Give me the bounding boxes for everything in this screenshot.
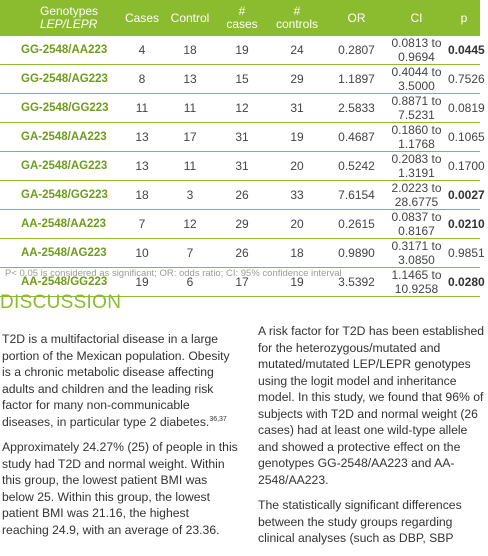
cell-genotype: GG-2548/AG223 [0, 65, 122, 94]
cell-n-cases: 31 [218, 123, 266, 152]
cell-n-cases: 29 [218, 210, 266, 239]
header-genotypes-sublabel: LEP/LEPR [40, 17, 98, 31]
cell-n-controls: 18 [266, 239, 328, 268]
cell-p: 0.1700 [448, 152, 480, 181]
table-row [0, 181, 480, 210]
table-row [0, 210, 480, 239]
cell-genotype: GG-2548/AA223 [0, 36, 122, 65]
cell-or: 1.1897 [328, 65, 385, 94]
table-row [0, 152, 480, 181]
cell-ci: 0.2083 to 1.3191 [385, 152, 448, 181]
cell-ci: 0.0813 to 0.9694 [385, 36, 448, 65]
discussion-left-paragraph-1 [2, 331, 238, 430]
table-row [0, 123, 480, 152]
cell-or: 7.6154 [328, 181, 385, 210]
discussion-left-paragraph-2: Approximately 24.27% (25) of people in this study had T2D and normal weight. Within this group, the lowest patient BMI was below 25. Within this group, the lowest patient BMI was 21.16, the highest reaching 24.9, with an average of 23.36. [2, 440, 238, 537]
cell-genotype: GG-2548/GG223 [0, 94, 122, 123]
cell-cases: 10 [122, 239, 162, 268]
discussion-left-column [2, 331, 238, 547]
cell-n-controls: 31 [266, 94, 328, 123]
cell-n-cases: 12 [218, 94, 266, 123]
cell-ci: 2.0223 to 28.6775 [385, 181, 448, 210]
cell-cases: 13 [122, 123, 162, 152]
cell-cases: 11 [122, 94, 162, 123]
cell-or: 0.4687 [328, 123, 385, 152]
cell-p: 0.1065 [448, 123, 480, 152]
header-n-cases [218, 0, 266, 36]
cell-n-controls: 20 [266, 210, 328, 239]
table-header-row [0, 0, 480, 36]
cell-p: 0.0280 [448, 268, 480, 297]
cell-genotype: GA-2548/AA223 [0, 123, 122, 152]
cell-ci: 0.3171 to 3.0850 [385, 239, 448, 268]
table-footnote: P< 0.05 is considered as significant; OR: odds ratio; CI: 95% confidence interval [5, 268, 342, 279]
cell-or: 0.5242 [328, 152, 385, 181]
cell-n-controls: 24 [266, 36, 328, 65]
cell-control: 11 [162, 94, 218, 123]
cell-control: 7 [162, 239, 218, 268]
cell-n-cases: 31 [218, 152, 266, 181]
paragraph-text: T2D is a multifactorial disease in a large portion of the Mexican population. Obesity is a chronic metabolic disease affecting adults and children and the leading risk factor for many non-communicable diseases, in particular type 2 diabetes. [2, 332, 230, 429]
header-or: OR [328, 0, 385, 36]
cell-control: 12 [162, 210, 218, 239]
cell-p: 0.0210 [448, 210, 480, 239]
header-n-controls-hash: # [293, 4, 301, 18]
cell-ci: 0.1860 to 1.1768 [385, 123, 448, 152]
cell-n-controls: 29 [266, 65, 328, 94]
cell-p: 0.7526 [448, 65, 480, 94]
cell-or: 0.2807 [328, 36, 385, 65]
cell-cases: 8 [122, 65, 162, 94]
cell-ci: 0.8871 to 7.5231 [385, 94, 448, 123]
cell-ci: 0.0837 to 0.8167 [385, 210, 448, 239]
header-genotypes-label: Genotypes [40, 4, 99, 18]
cell-or: 0.2615 [328, 210, 385, 239]
cell-n-cases: 26 [218, 181, 266, 210]
cell-genotype: AA-2548/GG223 [0, 268, 122, 297]
table-row [0, 94, 480, 123]
header-n-cases-label: cases [226, 17, 258, 31]
cell-n-controls: 19 [266, 268, 328, 297]
cell-n-cases: 19 [218, 36, 266, 65]
cell-n-controls: 33 [266, 181, 328, 210]
cell-p: 0.0027 [448, 181, 480, 210]
table-row [0, 36, 480, 65]
cell-control: 3 [162, 181, 218, 210]
discussion-right-paragraph-1: A risk factor for T2D has been established for the heterozygous/mutated and mutated/mutated LEP/LEPR genotypes using the logit model and inheritance model. In this study, we found that 96% of subjects with T2D and normal weight (26 cases) had at least one wild-type allele and showed a protective effect on the genotypes GG-2548/AA223 and AA-2548/AA223. [258, 324, 485, 487]
cell-n-controls: 19 [266, 123, 328, 152]
cell-control: 13 [162, 65, 218, 94]
cell-p: 0.0445 [448, 36, 480, 65]
cell-or: 2.5833 [328, 94, 385, 123]
header-genotypes [0, 0, 122, 36]
cell-n-cases: 15 [218, 65, 266, 94]
header-n-cases-hash: # [238, 4, 246, 18]
cell-cases: 13 [122, 152, 162, 181]
header-n-controls-label: controls [275, 17, 319, 31]
cell-cases: 19 [122, 268, 162, 297]
cell-ci: 1.1465 to 10.9258 [385, 268, 448, 297]
header-n-controls [266, 0, 328, 36]
cell-p: 0.0819 [448, 94, 480, 123]
cell-control: 17 [162, 123, 218, 152]
reference-superscript: 36,37 [209, 415, 227, 423]
cell-ci: 0.4044 to 3.5000 [385, 65, 448, 94]
cell-n-cases: 26 [218, 239, 266, 268]
table-row [0, 65, 480, 94]
header-p: p [448, 0, 480, 36]
cell-control: 6 [162, 268, 218, 297]
cell-n-controls: 20 [266, 152, 328, 181]
cell-genotype: GA-2548/AG223 [0, 152, 122, 181]
cell-cases: 4 [122, 36, 162, 65]
cell-or: 0.9890 [328, 239, 385, 268]
header-ci: CI [385, 0, 448, 36]
cell-or: 3.5392 [328, 268, 385, 297]
cell-genotype: AA-2548/AG223 [0, 239, 122, 268]
discussion-right-column [258, 323, 488, 556]
cell-n-cases: 17 [218, 268, 266, 297]
cell-p: 0.9851 [448, 239, 480, 268]
cell-control: 11 [162, 152, 218, 181]
section-heading-discussion: DISCUSSION [0, 292, 122, 313]
cell-control: 18 [162, 36, 218, 65]
cell-genotype: GA-2548/GG223 [0, 181, 122, 210]
table-row [0, 239, 480, 268]
cell-genotype: AA-2548/AA223 [0, 210, 122, 239]
cell-cases: 18 [122, 181, 162, 210]
cell-cases: 7 [122, 210, 162, 239]
header-control: Control [162, 0, 218, 36]
discussion-right-paragraph-2: The statistically significant differences between the study groups regarding clinical analyses (such as DBP, SBP [258, 498, 462, 545]
header-cases: Cases [122, 0, 162, 36]
table-body [0, 36, 485, 297]
